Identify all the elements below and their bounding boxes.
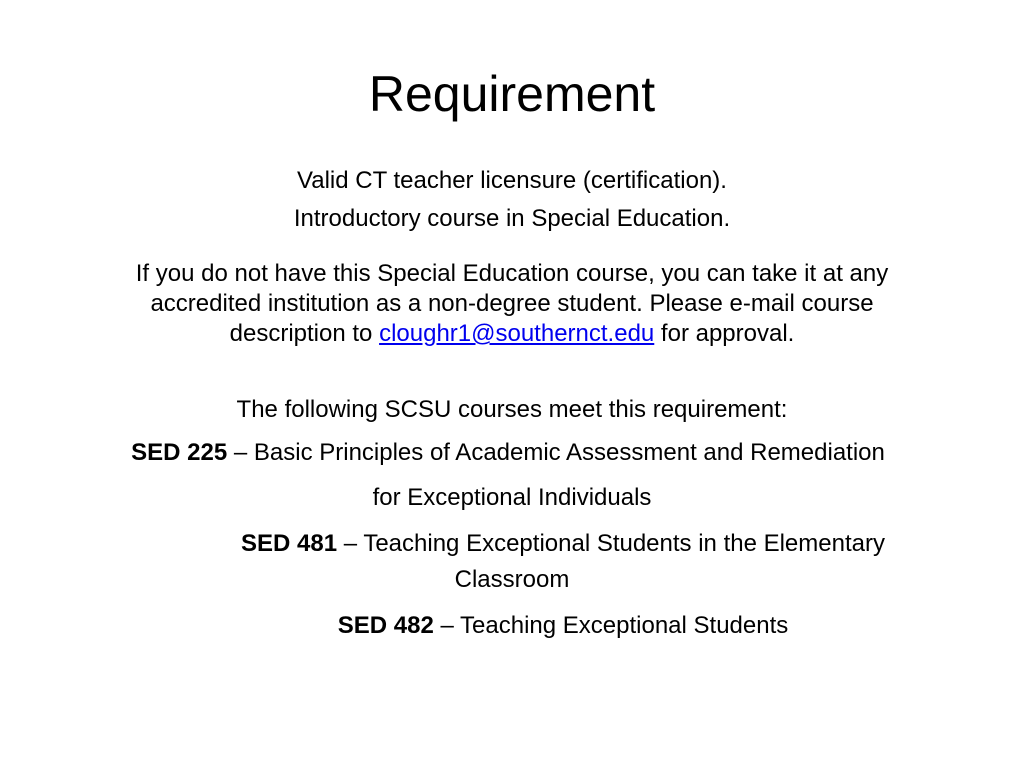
course-sed225-line-2: for Exceptional Individuals bbox=[372, 484, 652, 511]
course-sed482 bbox=[51, 611, 1024, 641]
course-sed481-line-2: Classroom bbox=[454, 566, 570, 593]
requirement-licensure: Valid CT teacher licensure (certification). bbox=[297, 167, 727, 194]
slide-title: Requirement bbox=[368, 66, 656, 122]
email-link[interactable]: cloughr1@southernct.edu bbox=[379, 320, 655, 347]
course-title: – Teaching Exceptional Students in the Elementary bbox=[337, 530, 885, 557]
courses-intro: The following SCSU courses meet this requirement: bbox=[236, 396, 788, 423]
note-line-3-after: for approval. bbox=[654, 320, 795, 347]
note-line-3 bbox=[0, 319, 1024, 349]
course-code: SED 225 bbox=[131, 439, 228, 466]
course-sed481-line-1 bbox=[51, 529, 1024, 559]
course-code: SED 482 bbox=[337, 612, 434, 639]
note-line-1: If you do not have this Special Education course, you can take it at any bbox=[135, 260, 889, 287]
note-line-3-before: description to bbox=[229, 320, 380, 347]
course-code: SED 481 bbox=[241, 530, 338, 557]
course-sed225-line-1 bbox=[0, 438, 1020, 468]
course-title: – Basic Principles of Academic Assessment and Remediation bbox=[227, 439, 885, 466]
requirement-intro-course: Introductory course in Special Education. bbox=[293, 205, 731, 232]
note-line-2: accredited institution as a non-degree student. Please e-mail course bbox=[150, 290, 874, 317]
course-title: – Teaching Exceptional Students bbox=[433, 612, 789, 639]
